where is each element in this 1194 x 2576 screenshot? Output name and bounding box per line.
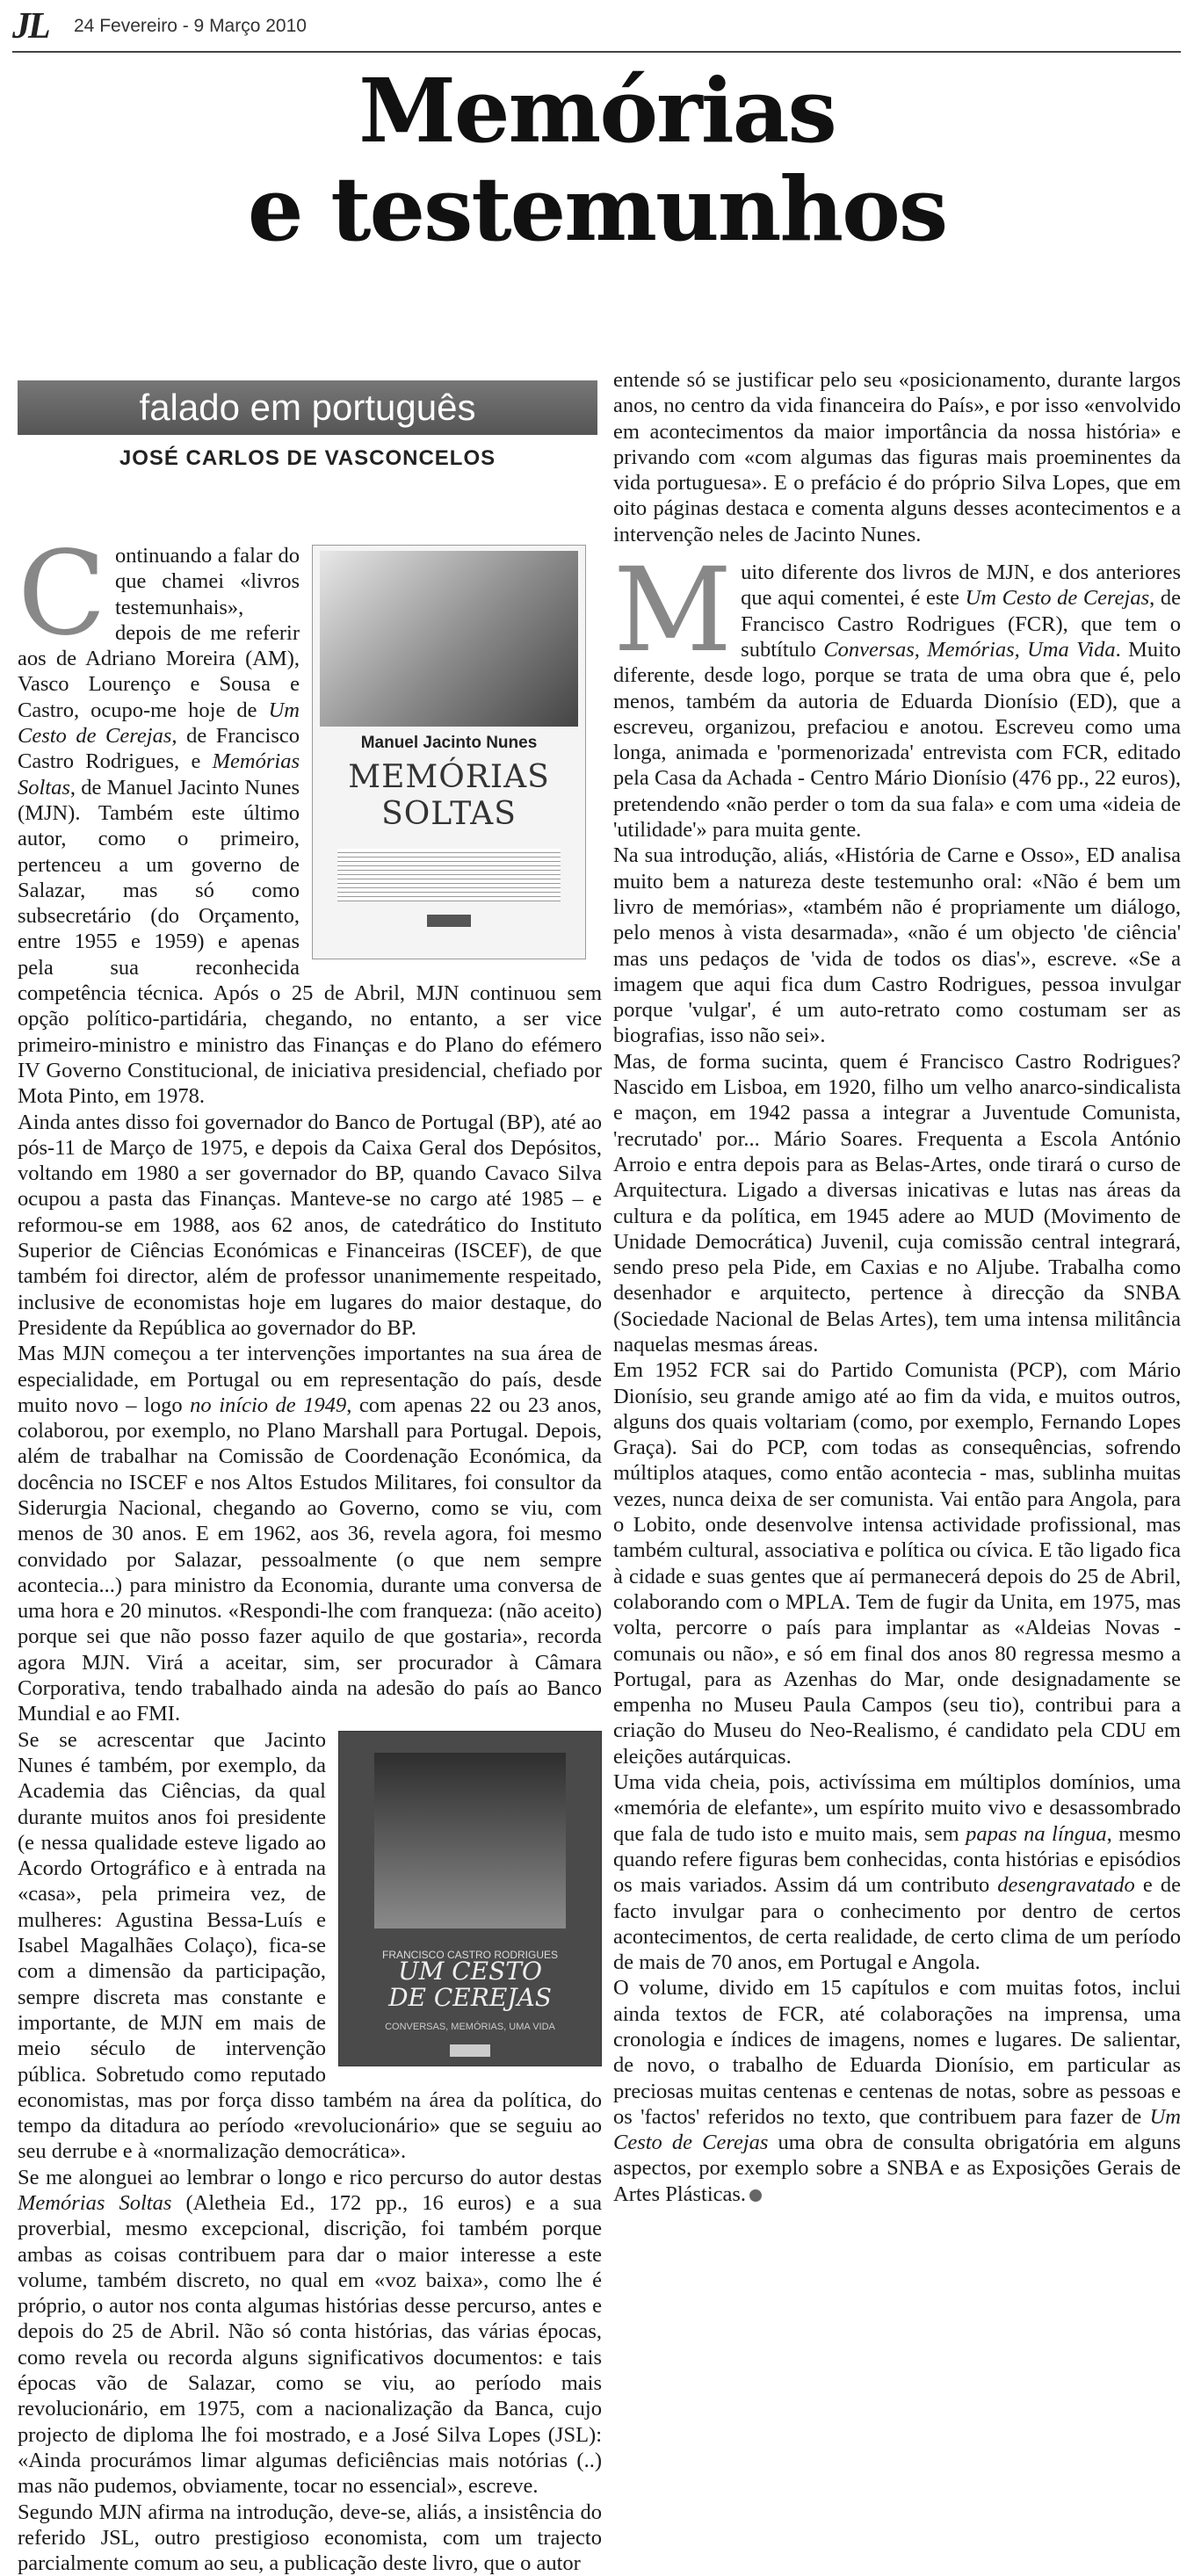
article-title <box>0 59 1194 261</box>
title-line-2: e testemunhos <box>247 157 947 261</box>
end-of-article-mark <box>749 2189 762 2202</box>
paragraph: Na sua introdução, aliás, «História de Carne e Osso», ED analisa muito bem a natureza deste testemunho oral: «Não é bem um livro de memórias», «também não é propriamente um diálogo, pelo menos à vista desarmada», «não é um objecto 'de ciência' mas uns pedaços de 'vida de todos os dias'», escreve. «Se a imagem que aqui fica dum Castro Rodrigues, pessoa invulgar porque 'vulgar', é um auto-retrato como costumam ser as biografias, isso não sei». <box>613 843 1181 1048</box>
paragraph: Se me alonguei ao lembrar o longo e rico percurso do autor destas Memórias Soltas (Aletheia Ed., 172 pp., 16 euros) e a sua proverbial, mesmo excepcional, discrição, foi também porque ambas as coisas contribuem para dar o maior interesse a este volume, também discreto, no qual em «voz baixa», como lhe é próprio, o autor nos conta algumas histórias desse percurso, antes e depois do 25 de Abril. Não só conta histórias, das várias épocas, como revela ou recorda alguns significativos documentos: e tais épocas vão de Salazar, como se viu, ao período mais revolucionário, em 1975, com a nacionalização da Banca, cujo projecto de diploma lhe foi mostrado, e a José Silva Lopes (JSL): «Ainda procurámos limar algumas deficiências mais notórias (..) mas não pudemos, obviamente, tocar no essencial», escreve. <box>18 2165 603 2499</box>
paragraph: Mas MJN começou a ter intervenções importantes na sua área de especialidade, em Portugal ou em representação do país, desde muito novo – logo no início de 1949, com apenas 22 ou 23 anos, colaborou, por exemplo, no Plano Marshall para Portugal. Depois, além de trabalhar na Comissão de Coordenação Económica, da docência no ISCEF e nos Altos Estudos Militares, foi consultor da Siderurgia Nacional, chegando ao Governo, como se viu, com menos de 30 anos. E em 1962, aos 36, revela agora, foi mesmo convidado por Salazar, pessoalmente (o que nem sempre acontecia...) para ministro da Economia, durante uma conversa de uma hora e 20 minutos. «Respondi-lhe com franqueza: (não aceito) porque sei que não posso fazer aquilo de que gostaria», recorda agora MJN. Virá a aceitar, sim, ser procurador à Câmara Corporativa, tendo trabalhado ainda na adesão do país ao Banco Mundial e ao FMI. <box>18 1342 603 1726</box>
paragraph: Ainda antes disso foi governador do Banco de Portugal (BP), até ao pós-11 de Março de 1975, e depois da Caixa Geral dos Depósitos, voltando em 1980 a ser governador do BP, quando Cavaco Silva ocupou a pasta das Finanças. Manteve-se no cargo até 1985 – e reformou-se em 1988, aos 62 anos, de catedrático do Instituto Superior de Ciências Económicas e Financeiras (ISCEF), de que também foi director, além de professor unanimemente respeitado, inclusive de economistas hoje em lugares do maior destaque, do Presidente da República ao governador do BP. <box>18 1110 602 1340</box>
book-cover-um-cesto-de-cerejas <box>338 1731 602 2073</box>
author-photo <box>320 551 578 727</box>
book-title-line-1: MEMÓRIAS <box>348 759 550 795</box>
paragraph: Se se acrescentar que Jacinto Nunes é também, por exemplo, da Academia das Ciências, da qual durante muitos anos foi presidente (e nessa qualidade esteve ligado ao Acordo Ortográfico e à entrada na «casa», pela primeira vez, de mulheres: Agustina Bessa-Luís e Isabel Magalhães Colaço), fica-se com a dimensão da participação, sempre discreta mas constante e importante, de MJN em mais de meio século de intervenção pública. Sobretudo como reputado economistas, mas por força disso também na área da política, do tempo da ditadura ao período «revolucionário» que se seguiu ao seu derrube e à «normalização democrática». <box>18 1727 602 2164</box>
drop-cap: M <box>613 543 733 679</box>
newspaper-logo: JL <box>12 6 48 47</box>
book-author: FRANCISCO CASTRO RODRIGUES <box>381 1948 558 1961</box>
paragraph: Segundo MJN afirma na introdução, deve-se, aliás, a insistência do referido JSL, outro prestigioso economista, com um trajecto parcialmente comum ao seu, a publicação deste livro, que o autor <box>18 2500 602 2576</box>
column-left <box>18 526 603 2576</box>
publisher-logo <box>427 915 471 927</box>
paragraph: Uma vida cheia, pois, activíssima em múltiplos domínios, uma «memória de elefante», um espírito muito vivo e desassombrado que fala de tudo isto e muito mais, sem papas na língua, mesmo quando refere figuras bem conhecidas, conta histórias e episódios os mais variados. Assim dá um contributo desengravatado e de facto invulgar para o conhecimento por dentro de certos acontecimentos, de certa realidade, de certo clima de um período de mais de 70 anos, em Portugal e Angola. <box>613 1770 1182 1975</box>
paragraph: O volume, divido em 15 capítulos e com muitas fotos, inclui ainda textos de FCR, até colaborações na imprensa, uma cronologia e índices de imagens, nomes e lugares. De salientar, de novo, o trabalho de Eduarda Dionísio, em particular as preciosas muitas centenas e centenas de notas, sobre as pessoas e os 'factos' referidos no texto, que contribuem para fazer de Um Cesto de Cerejas uma obra de consulta obrigatória em alguns aspectos, por exemplo sobre a SNBA e as Exposições Gerais de Artes Plásticas. <box>613 1976 1181 2206</box>
issue-date: 24 Fevereiro - 9 Março 2010 <box>74 16 307 36</box>
paragraph: Muito diferente dos livros de MJN, e dos anteriores que aqui comentei, é este Um Cesto de Cerejas, de Francisco Castro Rodrigues (FCR), que tem o subtítulo Conversas, Memórias, Uma Vida. Muito diferente, desde logo, porque se trata de uma obra que é, pelo menos, também da autoria de Eduarda Dionísio (ED), que a escreveu, organizou, prefaciou e anotou. Escreveu como uma longa, animada e 'pormenorizada' entrevista com FCR, editado pela Casa da Achada - Centro Mário Dionísio (476 pp., 22 euros), pretendendo «não perder o tom da sua fala» e com uma «ideia de 'utilidade'» para muita gente. <box>613 543 1182 843</box>
drop-cap: C <box>18 526 106 662</box>
column-right <box>613 367 1181 2348</box>
page-header <box>12 5 1181 51</box>
book-title-line-2: SOLTAS <box>381 796 517 832</box>
publisher-logo <box>450 2044 490 2057</box>
kicker-label: falado em português <box>139 387 476 428</box>
paragraph: Em 1952 FCR sai do Partido Comunista (PCP), com Mário Dionísio, seu grande amigo até ao fim da vida, e muitos outros, alguns dos quais voltariam (como, por exemplo, Fernando Lopes Graça). Sai do PCP, com todas as consequências, sofrendo múltiplos ataques, como então acontecia - mas, sublinha muitas vezes, nunca deixa de ser comunista. Vai então para Angola, para o Lobito, onde desenvolve intensa actividade profissional, mas também cultural, associativa e política ou cívica. E tão ligado fica à cidade e suas gentes que aí permanecerá depois do 25 de Abril, colaborando com o MPLA. Tem de fugir da Unita, em 1975, mas volta, percorre o país para implantar as «Aldeias Novas - comunais ou não», e só em final dos anos 80 regressa mesmo a Portugal, para as Azenhas do Mar, onde designadamente se empenha no Museu Paula Campos (seu tio), contribui para a criação do Museu do Neo-Realismo, é candidato pela CDU em eleições autárquicas. <box>613 1358 1181 1769</box>
paragraph: entende só se justificar pelo seu «posicionamento, durante largos anos, no centro da vida financeira do País», e por isso «envolvido em acontecimentos da maior importância da nossa história» e privando com «com algumas das figuras mais proeminentes da vida portuguesa». E o prefácio é do próprio Silva Lopes, que em oito páginas destaca e comenta alguns desses acontecimentos e a intervenção neles de Jacinto Nunes. <box>613 368 1181 546</box>
paragraph: Mas, de forma sucinta, quem é Francisco Castro Rodrigues? Nascido em Lisboa, em 1920, filho um velho anarco-sindicalista e maçon, em 1942 passa a integrar a Juventude Comunista, 'recrutado' por... Mário Soares. Frequenta a Escola António Arroio e entra depois para as Belas-Artes, onde tirará o curso de Arquitectura. Ligado a diversas inicativas e lutas nas áreas da cultura e da política, em 1945 adere ao MUD (Movimento de Unidade Democrática) Juvenil, cuja comissão central integrará, sendo preso pela Pide, em Caxias e no Aljube. Trabalha como desenhador e arquitecto, pertence à direcção da SNBA (Sociedade Nacional de Belas Artes), tem uma intensa militância naquelas mesmas áreas. <box>613 1049 1181 1357</box>
book-title <box>339 1958 601 2011</box>
byline: JOSÉ CARLOS DE VASCONCELOS <box>119 446 496 470</box>
book-subtitle: CONVERSAS, MEMÓRIAS, UMA VIDA <box>385 2021 555 2032</box>
cover-portrait <box>374 1753 566 1928</box>
book-author: Manuel Jacinto Nunes <box>360 734 538 752</box>
section-kicker <box>18 380 597 435</box>
book-cover-memorias-soltas <box>312 545 602 958</box>
book-title-line-2: DE CEREJAS <box>388 1982 552 2012</box>
book-title-line-1: UM CESTO <box>398 1956 542 1986</box>
cover-blurb <box>337 849 561 901</box>
title-line-1: Memórias <box>358 59 836 163</box>
book-title <box>313 759 585 833</box>
header-divider <box>12 51 1181 53</box>
paragraph: Continuando a falar do que chamei «livros testemunhais», depois de me referir aos de Adriano Moreira (AM), Vasco Lourenço e Sousa e Castro, ocupo-me hoje de Um Cesto de Cerejas, de Francisco Castro Rodrigues, e Memórias Soltas, de Manuel Jacinto Nunes (MJN). Também este último autor, como o primeiro, pertenceu a um governo de Salazar, mas só como subsecretário (do Orçamento, entre 1955 e 1959) e apenas pela sua reconhecida competência técnica. Após o 25 de Abril, MJN continuou sem opção político-partidária, chegando, no entanto, a ser vice primeiro-ministro e ministro das Finanças e do Plano do efémero IV Governo Constitucional, de iniciativa presidencial, chefiado por Mota Pinto, em 1978. <box>18 526 602 1109</box>
